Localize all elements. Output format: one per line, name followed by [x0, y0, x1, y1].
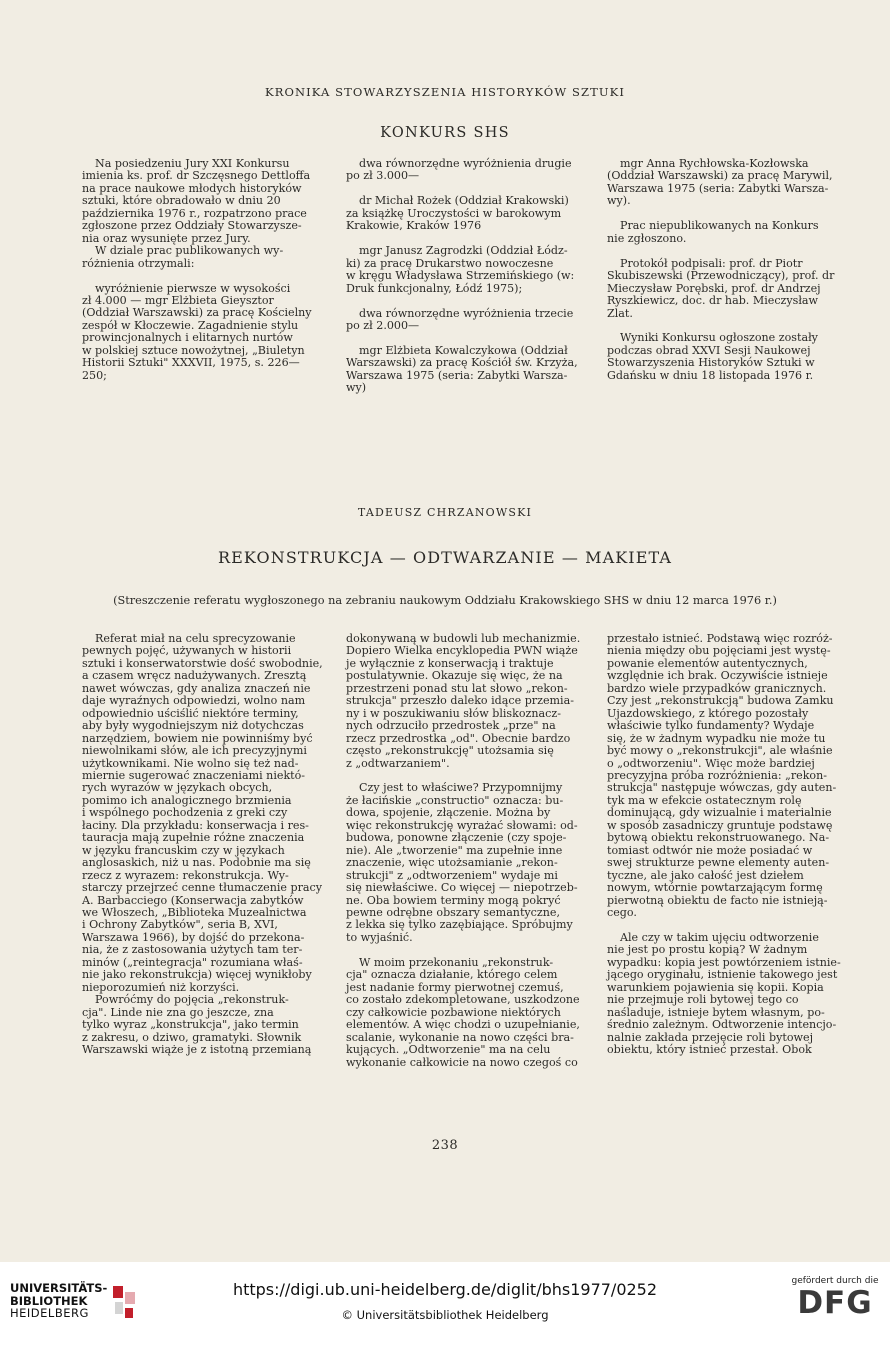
text-line: starczy przejrzeć cenne tłumaczenie pracy — [82, 881, 323, 895]
text-line: Skubiszewski (Przewodniczący), prof. dr — [607, 269, 835, 283]
logo-line: BIBLIOTHEK — [10, 1293, 88, 1308]
text-line: anglosaskich, niż u nas. Podobnie ma się — [82, 856, 311, 870]
text-line: pewne odrębne obszary semantyczne, — [346, 906, 560, 920]
text-line: Historii Sztuki" XXXVII, 1975, s. 226— — [82, 356, 300, 370]
text-line: kujących. „Odtworzenie" ma na celu — [346, 1043, 551, 1057]
text-line: Warszawski) za pracę Kościół św. Krzyża, — [346, 356, 578, 370]
text-line: często „rekonstrukcję" utożsamia się — [346, 744, 554, 758]
text-line: października 1976 r., rozpatrzono prace — [82, 206, 307, 220]
text-line: po zł 2.000— — [346, 319, 420, 333]
article-title: REKONSTRUKCJA — ODTWARZANIE — MAKIETA — [217, 548, 673, 567]
text-line: mgr Anna Rychłowska-Kozłowska — [620, 157, 809, 170]
text-line: dr Michał Rożek (Oddział Krakowski) — [359, 194, 569, 208]
text-line: Prac niepublikowanych na Konkurs — [620, 219, 819, 233]
text-line: naśladuje, istnieje bytem własnym, po- — [607, 1005, 825, 1019]
text-line: dominującą, gdy wizualnie i materialnie — [607, 806, 832, 820]
text-line: rych wyrazów w językach obcych, — [82, 781, 273, 795]
text-line: z zakresu, o dziwo, gramatyki. Słownik — [82, 1030, 302, 1044]
article-column-3 — [607, 633, 863, 1056]
funder-caption: gefördert durch die — [791, 1276, 879, 1286]
text-line: w języku francuskim czy w językach — [82, 843, 285, 857]
text-line: tyk ma w efekcie ostatecznym rolę — [607, 793, 802, 807]
text-line: pewnych pojęć, używanych w historii — [82, 644, 292, 658]
text-line: (Oddział Warszawski) za pracę Kościelny — [82, 306, 312, 320]
text-line: nie jest po prostu kopią? W żadnym — [607, 943, 808, 957]
konkurs-column-1 — [82, 158, 335, 382]
text-line: ny i w poszukiwaniu słów bliskoznacz- — [346, 706, 561, 720]
text-line: tylko wyraz „konstrukcja", jako termin — [82, 1018, 299, 1032]
text-line: Powróćmy do pojęcia „rekonstruk- — [95, 993, 289, 1007]
text-line: dokonywaną w budowli lub mechanizmie. — [346, 632, 581, 645]
text-line: być mowy o „rekonstrukcji", ale właśnie — [607, 744, 833, 758]
text-line: cja" oznacza działanie, którego celem — [346, 968, 558, 982]
text-line: co zostało zdekompletowane, uszkodzone — [346, 993, 580, 1007]
text-line: miernie sugerować znaczeniami niektó- — [82, 768, 306, 782]
text-line: podczas obrad XXVI Sesji Naukowej — [607, 343, 811, 357]
text-line: znaczenie, więc utożsamianie „rekon- — [346, 856, 558, 870]
text-line: wyróżnienie pierwsze w wysokości — [95, 281, 291, 295]
text-line: o „odtworzeniu". Więc może bardziej — [607, 756, 815, 770]
text-line: wykonanie całkowicie na nowo czegoś co — [346, 1055, 578, 1069]
copyright-notice: © Universitätsbibliothek Heidelberg — [341, 1308, 549, 1322]
text-line: pomimo ich analogicznego brzmienia — [82, 793, 292, 807]
text-line: Czy jest „rekonstrukcją" budowa Zamku — [607, 694, 834, 708]
article-column-1 — [82, 633, 335, 1056]
text-line: za książkę Uroczystości w barokowym — [346, 206, 562, 220]
text-line: nych odrzuciło przedrostek „prze" na — [346, 719, 556, 733]
text-line: nie zgłoszono. — [607, 231, 687, 245]
text-line: minów („reintegracja" rozumiana właś- — [82, 955, 303, 969]
text-line: różnienia otrzymali: — [82, 256, 195, 270]
text-line: Stowarzyszenia Historyków Sztuki w — [607, 356, 815, 370]
page-url-link[interactable]: https://digi.ub.uni-heidelberg.de/diglit/bhs1977/0252 — [232, 1280, 658, 1299]
text-line: Warszawski wiąże je z istotną przemianą — [82, 1042, 312, 1056]
text-line: Zlat. — [607, 306, 633, 320]
text-line: je wyłącznie z konserwacją i traktuje — [346, 656, 554, 670]
konkurs-column-2 — [346, 158, 599, 395]
article-column-2 — [346, 633, 599, 1069]
text-line: wy) — [346, 381, 367, 395]
text-line: Warszawa 1975 (seria: Zabytki Warsza- — [607, 181, 829, 195]
article-author: TADEUSZ CHRZANOWSKI — [357, 506, 533, 519]
text-line: niewolnikami słów, ale ich precyzyjnymi — [82, 744, 307, 758]
text-line: strukcja" następuje wówczas, gdy auten- — [607, 781, 837, 795]
text-line: i wspólnego pochodzenia z greki czy — [82, 806, 288, 820]
text-line: przestrzeni ponad stu lat słowo „rekon- — [346, 681, 568, 695]
digitization-footer — [0, 1262, 890, 1346]
text-line: że łacińskie „constructio" oznacza: bu- — [346, 793, 564, 807]
text-line: warunkiem pojawienia się kopii. Kopia — [607, 980, 824, 994]
text-line: a czasem wręcz nadużywanych. Zresztą — [82, 669, 307, 683]
text-line: dwa równorzędne wyróżnienia drugie — [359, 157, 572, 170]
text-line: postulatywnie. Okazuje się więc, że na — [346, 669, 563, 683]
text-line: cego. — [607, 905, 637, 919]
text-line: nie). Ale „tworzenie" ma zupełnie inne — [346, 843, 563, 857]
text-line: dwa równorzędne wyróżnienia trzecie — [359, 306, 574, 320]
text-line: czy całkowicie pozbawione niektórych — [346, 1005, 561, 1019]
text-line: Ale czy w takim ujęciu odtworzenie — [620, 930, 819, 944]
dfg-funder-logo[interactable] — [790, 1276, 880, 1320]
text-line: we Włoszech, „Biblioteka Muzealnictwa — [82, 905, 307, 919]
text-line: rzecz przedrostka „od". Obecnie bardzo — [346, 731, 571, 745]
text-line: się niewłaściwe. Co więcej — niepotrzeb- — [346, 881, 578, 895]
text-line: i Ochrony Zabytków", seria B, XVI, — [82, 918, 278, 932]
running-title: KRONIKA STOWARZYSZENIA HISTORYKÓW SZTUKI — [265, 85, 625, 99]
text-line: precyzyjna próba rozróżnienia: „rekon- — [607, 768, 828, 782]
text-line: ki) za pracę Drukarstwo nowoczesne — [346, 256, 554, 270]
text-line: względnie ich brak. Oczywiście istnieje — [607, 669, 828, 683]
section-title: KONKURS SHS — [380, 125, 510, 141]
text-line: Gdańsku w dniu 18 listopada 1976 r. — [607, 368, 814, 382]
text-line: A. Barbacciego (Konserwacja zabytków — [82, 893, 304, 907]
text-line: zespół w Kłoczewie. Zagadnienie stylu — [82, 318, 299, 332]
text-line: scalanie, wykonanie na nowo części bra- — [346, 1030, 574, 1044]
text-line: z „odtwarzaniem". — [346, 756, 450, 770]
text-line: cja". Linde nie zna go jeszcze, zna — [82, 1005, 274, 1019]
text-line: to wyjaśnić. — [346, 930, 413, 944]
logo-line: HEIDELBERG — [10, 1306, 89, 1321]
text-line: Ujazdowskiego, z którego pozostały — [607, 706, 809, 720]
article-subtitle: (Streszczenie referatu wygłoszonego na zebraniu naukowym Oddziału Krakowskiego SHS w dniu 12 marca 1976 r.) — [113, 594, 777, 607]
text-line: strukcji" z „odtworzeniem" wydaje mi — [346, 868, 558, 882]
text-line: odpowiednio uściślić niektóre terminy, — [82, 706, 299, 720]
text-line: mgr Elżbieta Kowalczykowa (Oddział — [359, 343, 568, 357]
text-line: W dziale prac publikowanych wy- — [95, 244, 284, 258]
text-line: tomiast odtwór nie może posiadać w — [607, 843, 813, 857]
text-line: bytową obiektu rekonstruowanego. Na- — [607, 831, 830, 845]
text-line: więc rekonstrukcję wyrażać słowami: od- — [346, 818, 578, 832]
text-line: Druk funkcjonalny, Łódź 1975); — [346, 281, 523, 295]
text-line: nie jako rekonstrukcja) więcej wynikłoby — [82, 968, 312, 982]
text-line: (Oddział Warszawski) za pracę Marywil, — [607, 169, 833, 183]
text-line: W moim przekonaniu „rekonstruk- — [359, 955, 554, 969]
text-line: nalnie zakłada przejęcie roli bytowej — [607, 1030, 814, 1044]
text-line: aby były wygodniejszym niż dotychczas — [82, 719, 304, 733]
text-line: nieporozumień niż korzyści. — [82, 980, 240, 994]
konkurs-column-3 — [607, 158, 863, 382]
text-line: na prace naukowe młodych historyków — [82, 181, 302, 195]
text-line: Warszawa 1966), by dojść do przekona- — [82, 930, 305, 944]
text-line: z lekka się tylko zazębiające. Spróbujmy — [346, 918, 573, 932]
text-line: wy). — [607, 194, 631, 208]
text-line: w sposób zasadniczy gruntuje podstawę — [607, 818, 833, 832]
text-line: Warszawa 1975 (seria: Zabytki Warsza- — [346, 368, 568, 382]
text-line: tauracja mają zupełnie różne znaczenia — [82, 831, 305, 845]
text-line: sztuki i konserwatorstwie dość swobodnie, — [82, 656, 323, 670]
text-line: tyczne, ale jako całość jest dziełem — [607, 868, 804, 882]
text-line: obiektu, który istnieć przestał. Obok — [607, 1043, 812, 1056]
text-line: elementów. A więc chodzi o uzupełnianie, — [346, 1018, 580, 1032]
text-line: rzecz z wyrazem: rekonstrukcja. Wy- — [82, 868, 289, 882]
text-line: w polskiej sztuce nowożytnej, „Biuletyn — [82, 343, 305, 357]
text-line: po zł 3.000— — [346, 169, 420, 183]
text-line: nienia między obu pojęciami jest wystę- — [607, 644, 831, 658]
text-line: zgłoszone przez Oddziały Stowarzysze- — [82, 219, 302, 233]
text-line: przestało istnieć. Podstawą więc rozróż- — [607, 632, 833, 645]
text-line: średnio zależnym. Odtworzenie intencjo- — [607, 1018, 837, 1032]
text-line: zł 4.000 — mgr Elżbieta Gieysztor — [82, 294, 274, 308]
text-line: 250; — [82, 368, 107, 382]
text-line: nawet wówczas, gdy analiza znaczeń nie — [82, 681, 311, 695]
text-line: Na posiedzeniu Jury XXI Konkursu — [95, 157, 290, 170]
text-line: właściwie tylko fundamenty? Wydaje — [607, 719, 815, 733]
text-line: daje wyraźnych odpowiedzi, wolno nam — [82, 694, 306, 708]
text-line: ne. Oba bowiem terminy mogą pokryć — [346, 893, 561, 907]
text-line: wypadku: kopia jest powtórzeniem istnie- — [607, 955, 841, 969]
text-line: Dopiero Wielka encyklopedia PWN wiąże — [346, 644, 578, 658]
text-line: dowa, spojenie, złączenie. Można by — [346, 806, 551, 820]
text-line: pierwotną obiektu de facto nie istnieją- — [607, 893, 828, 907]
text-line: Mieczysław Porębski, prof. dr Andrzej — [607, 281, 821, 295]
page-number: 238 — [431, 1138, 459, 1153]
text-line: mgr Janusz Zagrodzki (Oddział Łódz- — [359, 244, 568, 258]
text-line: nie przejmuje roli bytowej tego co — [607, 993, 799, 1007]
text-line: Protokół podpisali: prof. dr Piotr — [620, 256, 803, 270]
text-line: budowa, ponowne złączenie (czy spoje- — [346, 831, 567, 845]
dfg-logo-text: DFG — [797, 1285, 873, 1321]
text-line: swej strukturze pewne elementy auten- — [607, 856, 830, 870]
text-line: w kręgu Władysława Strzemińskiego (w: — [346, 269, 575, 283]
text-line: jest nadanie formy pierwotnej czemuś, — [346, 980, 564, 994]
text-line: Czy jest to właściwe? Przypomnijmy — [359, 781, 563, 795]
text-line: użytkownikami. Nie wolno się też nad- — [82, 756, 299, 770]
text-line: się, że w żadnym wypadku nie może tu — [607, 731, 826, 745]
text-line: nia oraz wysunięte przez Jury. — [82, 231, 251, 245]
text-line: strukcja" przeszło daleko idące przemia- — [346, 694, 574, 708]
text-line: Ryszkiewicz, doc. dr hab. Mieczysław — [607, 294, 819, 308]
logo-line: UNIVERSITÄTS- — [10, 1281, 108, 1296]
text-line: prowincjonalnych i elitarnych nurtów — [82, 331, 293, 345]
text-line: nia, że z zastosowania użytych tam ter- — [82, 943, 303, 957]
text-line: Krakowie, Kraków 1976 — [346, 219, 482, 233]
text-line: narzędziem, bowiem nie powinniśmy być — [82, 731, 313, 745]
text-line: nowym, wtórnie powtarzającym formę — [607, 881, 823, 895]
text-line: Referat miał na celu sprecyzowanie — [95, 632, 296, 645]
text-line: bardzo wiele przypadków granicznych. — [607, 681, 827, 695]
text-line: jącego oryginału, istnienie takowego jest — [607, 968, 838, 982]
text-line: sztuki, które obradowało w dniu 20 — [82, 194, 281, 208]
text-line: Wyniki Konkursu ogłoszone zostały — [620, 331, 818, 345]
text-line: łaciny. Dla przykładu: konserwacja i res- — [82, 818, 309, 832]
text-line: powanie elementów autentycznych, — [607, 656, 808, 670]
text-line: imienia ks. prof. dr Szczęsnego Dettloffa — [82, 169, 311, 183]
